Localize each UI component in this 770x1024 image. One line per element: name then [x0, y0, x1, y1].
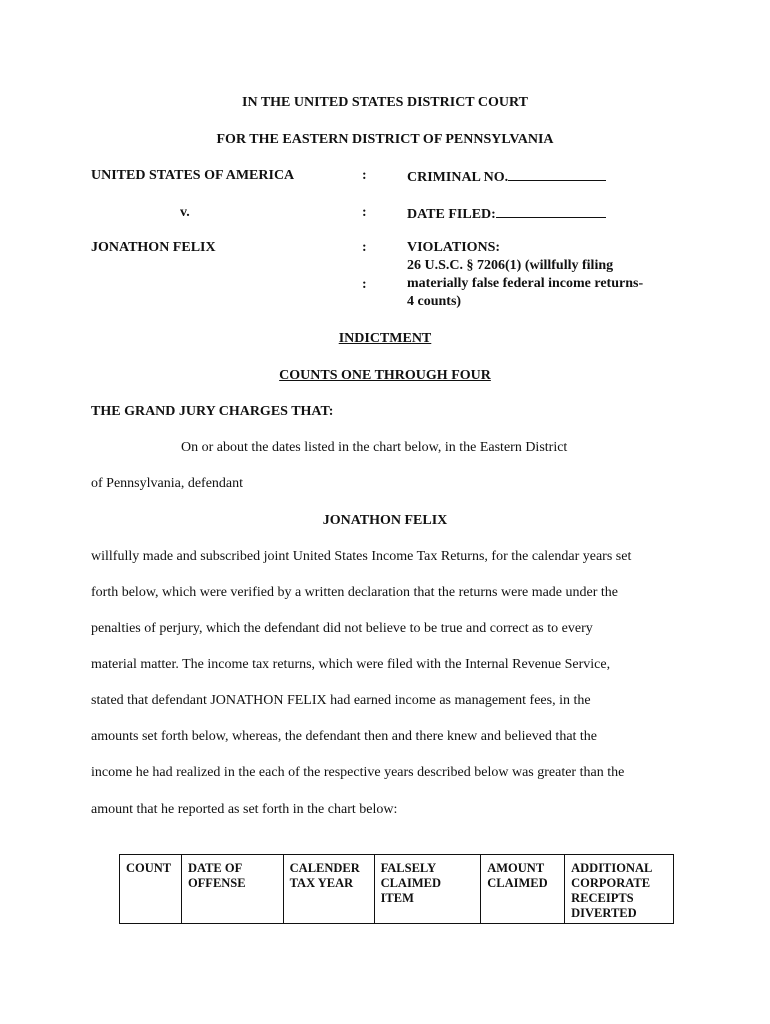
- indictment-title: INDICTMENT: [338, 331, 432, 346]
- header-text: CALENDER: [289, 861, 360, 875]
- caption-colon: :: [362, 168, 367, 183]
- header-text: CLAIMED: [380, 876, 441, 890]
- header-text: ADDITIONAL: [571, 861, 653, 875]
- date-filed: [407, 205, 606, 223]
- header-text: CLAIMED: [487, 876, 548, 890]
- header-text: FALSELY: [380, 861, 437, 875]
- header-text: CORPORATE: [571, 876, 651, 890]
- caption-colon: :: [362, 205, 367, 220]
- body-line: penalties of perjury, which the defendant did not believe to be true and correct as to every: [91, 621, 593, 636]
- chart-header-row: [120, 855, 674, 924]
- header-text: OFFENSE: [187, 876, 246, 890]
- plaintiff-name: UNITED STATES OF AMERICA: [91, 168, 295, 183]
- header-text: ITEM: [380, 891, 414, 905]
- header-text: TAX YEAR: [289, 876, 354, 890]
- intro-line: of Pennsylvania, defendant: [91, 476, 244, 491]
- criminal-no: [407, 168, 606, 186]
- header-additional-receipts: [565, 855, 674, 924]
- counts-heading: COUNTS ONE THROUGH FOUR: [279, 368, 491, 383]
- court-name: IN THE UNITED STATES DISTRICT COURT: [242, 95, 528, 110]
- header-amount-claimed: [481, 855, 565, 924]
- versus-label: v.: [180, 205, 190, 220]
- date-filed-blank: [496, 205, 606, 218]
- charges-heading: THE GRAND JURY CHARGES THAT:: [91, 404, 334, 419]
- header-text: AMOUNT: [487, 861, 545, 875]
- header-falsely-claimed-item: [374, 855, 481, 924]
- defendant-heading: JONATHON FELIX: [322, 513, 448, 528]
- header-text: RECEIPTS: [571, 891, 634, 905]
- header-text: COUNT: [126, 861, 172, 875]
- intro-line: On or about the dates listed in the chart below, in the Eastern District: [181, 440, 568, 455]
- body-line: stated that defendant JONATHON FELIX had earned income as management fees, in the: [91, 693, 591, 708]
- date-filed-label: DATE FILED:: [407, 207, 496, 222]
- caption-colon: :: [362, 240, 367, 255]
- violations-line: materially false federal income returns-: [407, 276, 644, 291]
- defendant-name: JONATHON FELIX: [91, 240, 216, 255]
- violations-label: VIOLATIONS:: [407, 240, 501, 255]
- body-line: forth below, which were verified by a written declaration that the returns were made under the: [91, 585, 618, 600]
- body-line: amount that he reported as set forth in the chart below:: [91, 802, 398, 817]
- header-calender-tax-year: [283, 855, 374, 924]
- body-line: material matter. The income tax returns, which were filed with the Internal Revenue Service,: [91, 657, 611, 672]
- header-count: [120, 855, 182, 924]
- caption-colon: :: [362, 277, 367, 292]
- violations-line: 4 counts): [407, 294, 462, 309]
- violations-line: 26 U.S.C. § 7206(1) (willfully filing: [407, 258, 614, 273]
- criminal-no-blank: [508, 168, 606, 181]
- header-text: DATE OF: [187, 861, 243, 875]
- body-line: income he had realized in the each of the respective years described below was greater than the: [91, 765, 625, 780]
- body-line: amounts set forth below, whereas, the defendant then and there knew and believed that the: [91, 729, 598, 744]
- header-text: DIVERTED: [571, 906, 637, 920]
- criminal-no-label: CRIMINAL NO.: [407, 170, 509, 185]
- header-date-of-offense: [181, 855, 283, 924]
- court-district: FOR THE EASTERN DISTRICT OF PENNSYLVANIA: [216, 132, 554, 147]
- body-line: willfully made and subscribed joint United States Income Tax Returns, for the calendar years set: [91, 549, 632, 564]
- offense-chart: [119, 854, 674, 924]
